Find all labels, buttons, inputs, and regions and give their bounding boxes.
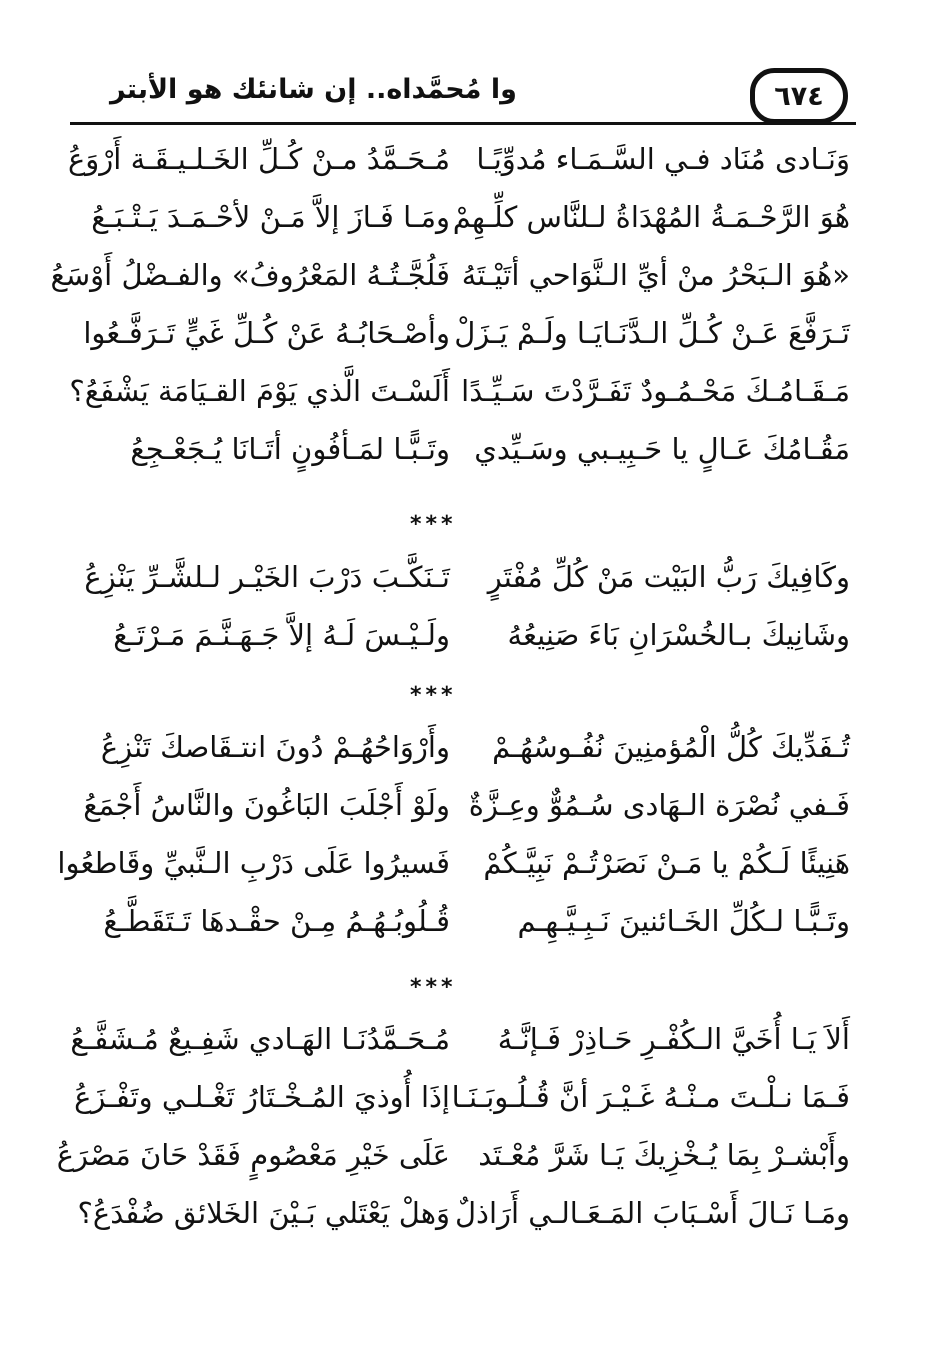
second-hemistich: مُـحَـمَّدُنَـا الهَـادي شَفِـيعٌ مُـشَفَّـعُ xyxy=(70,1022,450,1056)
verse-line xyxy=(70,718,850,776)
stanza-separator: *** xyxy=(410,975,457,1000)
first-hemistich: هُوَ الرَّحْـمَـةُ المُهْدَاةُ لـلنَّاس كلِّـهِمْ xyxy=(452,200,850,234)
first-hemistich: وشَانِيكَ بـالخُسْرَانِ بَاءَ صَنِيعُهُ xyxy=(507,618,850,652)
first-hemistich: هَنِيئًا لَـكُمْ يا مَـنْ نَصَرْتُـمْ نَبِيَّـكُمْ xyxy=(483,846,850,880)
stanza-1 xyxy=(50,130,850,478)
second-hemistich: فَسيرُوا عَلَى دَرْبِ الـنَّبيِّ وقَاطعُوا xyxy=(57,846,450,880)
second-hemistich: ومَـا فَـازَ إلاَّ مَـنْ لأحْـمَـدَ يَـتْـبَـعُ xyxy=(91,200,450,234)
verse-line xyxy=(70,1068,850,1126)
first-hemistich: وأَبْشـرْ بِمَا يُـخْزِيكَ يَـا شَرَّ مُعْـتَد xyxy=(478,1138,850,1172)
stanza-3 xyxy=(57,718,850,950)
second-hemistich: عَلَى خَيْرِ مَعْصُومٍ فَقَدْ حَانَ مَصْرَعُ xyxy=(56,1138,450,1172)
first-hemistich: مَقُـامُكَ عَـالٍ يا حَـبِيـبي وسَـيِّدي xyxy=(474,432,850,466)
verse-line xyxy=(70,420,850,478)
first-hemistich: ومَـا نَـالَ أَسْـبَابَ المَـعَـالـي أَرَاذلٌ xyxy=(454,1196,850,1230)
stanza-4 xyxy=(56,1010,850,1242)
second-hemistich: إذَا أُوذيَ المُـخْـتَارُ تَغْـلـي وتَفْـزَعُ xyxy=(74,1080,450,1114)
first-hemistich: وتَـبًّـا لـكُلِّ الخَـائنينَ نَـبِـيَّـهِـم xyxy=(517,904,850,938)
first-hemistich: «هُوَ الـبَحْرُ منْ أيِّ الـنَّوَاحي أتَيْـتَهُ xyxy=(461,258,850,292)
second-hemistich: مُـحَـمَّدُ مـنْ كُـلِّ الخَـلـيـقَـة أَرْوَعُ xyxy=(67,142,450,176)
second-hemistich: وتَـبًّـا لمَـأفُونٍ أتَـانَا يُـجَعْـجِعُ xyxy=(130,432,450,466)
verse-line xyxy=(56,1126,850,1184)
second-hemistich: تَـنَكَّـبَ دَرْبَ الخَيْـر لـلشَّـرِّ يَنْزِعُ xyxy=(84,560,450,594)
verse-line xyxy=(70,606,850,664)
first-hemistich: فَـفي نُصْرَة الـهَادى سُـمُوٌّ وعِـزَّةٌ xyxy=(468,788,850,822)
second-hemistich: ولَوْ أَجْلَبَ البَاغُونَ والنَّاسُ أَجْمَعُ xyxy=(83,788,450,822)
second-hemistich: أَلَسْـتَ الَّذي يَوْمَ القـيَامَة يَشْفَعُ؟ xyxy=(69,374,450,408)
verse-line xyxy=(70,362,850,420)
first-hemistich: وكَافِيكَ رَبُّ البَيْت مَنْ كُلِّ مُفْتَرٍ xyxy=(487,560,850,594)
second-hemistich: وَهلْ يَعْتَلي بَـيْنَ الخَلائق ضُفْدَعُ؟ xyxy=(77,1196,450,1230)
header-rule xyxy=(70,122,856,125)
second-hemistich: وأصْـحَابُـهُ عَنْ كُـلِّ غَيٍّ تَـرَفَّـعُوا xyxy=(83,316,450,350)
second-hemistich: قُـلُوبُـهُـمُ مِـنْ حقْـدهَا تَـتَقَطَّـعُ xyxy=(103,904,450,938)
second-hemistich: ولَـيْـسَ لَـهُ إلاَّ جَـهَـنَّـمَ مَـرْتَـعُ xyxy=(113,618,450,652)
verse-line xyxy=(70,892,850,950)
verse-line xyxy=(70,776,850,834)
verse-line xyxy=(70,1184,850,1242)
page-header xyxy=(70,58,856,128)
verse-line xyxy=(50,246,850,304)
stanza-separator: *** xyxy=(410,512,457,537)
first-hemistich: مَـقَـامُـكَ مَحْـمُـودٌ تَفَـرَّدْتَ سَـيِّـدًا xyxy=(461,374,850,408)
stanza-2 xyxy=(70,548,850,664)
first-hemistich: فَـمَا نـلْـتَ مـنْـهُ غَـيْـرَ أنَّ قُـلُـوبَـنَـا xyxy=(451,1080,850,1114)
first-hemistich: وَنَـادى مُنَاد فـي السَّـمَـاء مُدوِّيًـا xyxy=(476,142,850,176)
page-number-badge xyxy=(750,68,848,124)
first-hemistich: تُـفَدِّيكَ كُلُّ الْمُؤمنِينَ نُفُـوسُهُـمْ xyxy=(492,730,850,764)
verse-line xyxy=(57,834,850,892)
page-number: ٦٧٤ xyxy=(774,80,824,112)
second-hemistich: وأَرْوَاحُهُـمْ دُونَ انتـقَاصكَ تَنْزِعُ xyxy=(100,730,450,764)
first-hemistich: أَلاَ يَـا أُخَيَّ الـكُفْـرِ حَـاذِرْ فَـإنَّـهُ xyxy=(497,1022,850,1056)
verse-line xyxy=(70,1010,850,1068)
verse-line xyxy=(70,188,850,246)
stanza-separator: *** xyxy=(410,683,457,708)
first-hemistich: تَـرَفَّعَ عَـنْ كُـلِّ الـدَّنَـايَـا ولَـمْ يَـزَلْ xyxy=(454,316,850,350)
running-title: وا مُحمَّداه.. إن شانئك هو الأبتر xyxy=(110,74,517,105)
verse-line xyxy=(70,304,850,362)
verse-line xyxy=(67,130,850,188)
second-hemistich: فَلُجَّـتُـهُ المَعْرُوفُ» والفـضْلُ أَوْسَعُ xyxy=(50,258,450,292)
verse-line xyxy=(70,548,850,606)
